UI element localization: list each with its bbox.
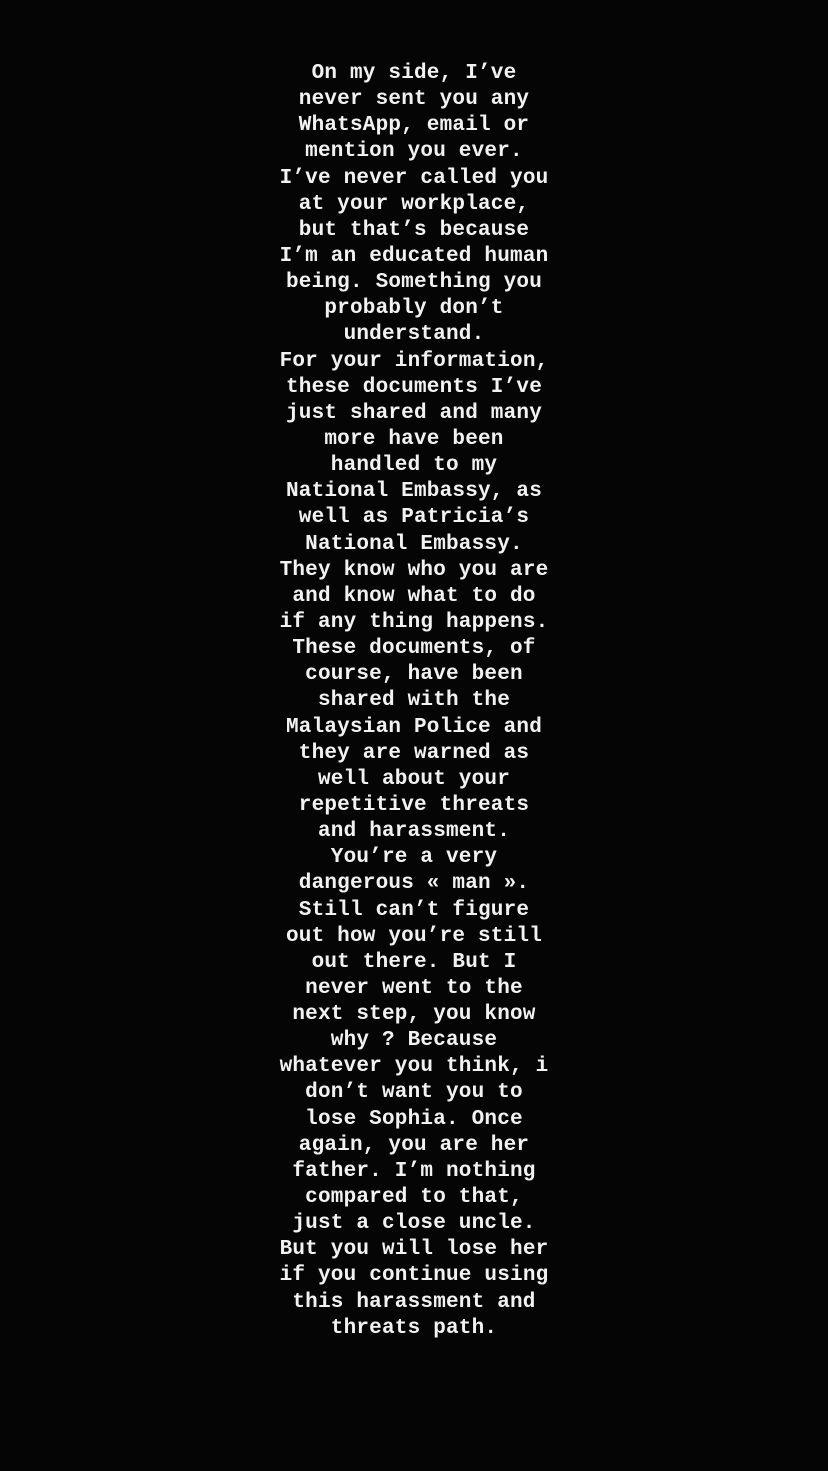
story-text-line: father. I’m nothing	[292, 1159, 536, 1183]
story-text-line: mention you ever.	[305, 140, 523, 164]
story-text-line: if any thing happens.	[279, 610, 549, 634]
story-text-line: Malaysian Police and	[285, 715, 543, 739]
story-text-line: But you will lose her	[279, 1238, 549, 1262]
story-text-block	[0, 61, 828, 1342]
story-text-line: this harassment and	[292, 1290, 536, 1314]
story-text-line: On my side, I’ve	[311, 62, 517, 85]
story-text-line: and harassment.	[317, 820, 511, 844]
story-text-line: repetitive threats	[298, 793, 530, 817]
story-text-line: understand.	[343, 323, 485, 347]
story-text-line: next step, you know	[292, 1003, 536, 1027]
story-text-line: compared to that,	[305, 1186, 523, 1210]
story-text-line: well as Patricia’s	[298, 506, 530, 530]
story-text-line: course, have been	[305, 663, 523, 687]
story-text-line: and know what to do	[292, 584, 536, 608]
story-text-line: You’re a very	[330, 846, 498, 870]
story-text-line: threats path.	[330, 1316, 498, 1340]
story-text-line: handled to my	[330, 454, 498, 478]
story-text-line: These documents, of	[292, 637, 536, 661]
story-text-line: never sent you any	[298, 88, 530, 112]
story-text-line: they are warned as	[298, 741, 530, 765]
story-text-line: don’t want you to	[305, 1081, 523, 1105]
story-text-line: National Embassy, as	[285, 480, 543, 504]
story-text-line: out there. But I	[311, 950, 517, 974]
story-text-line: these documents I’ve	[285, 375, 543, 399]
story-text-line: dangerous « man ».	[298, 872, 530, 896]
story-text-line: if you continue using	[279, 1264, 549, 1288]
story-text-line: National Embassy.	[305, 532, 523, 556]
story-text-line: I’ve never called you	[279, 166, 549, 190]
story-text-line: They know who you are	[279, 558, 549, 582]
story-text-line: again, you are her	[298, 1133, 530, 1157]
story-text-line: just a close uncle.	[292, 1212, 536, 1236]
story-text-line: I’m an educated human	[279, 244, 549, 268]
story-text-line: out how you’re still	[285, 924, 543, 948]
story-text-line: never went to the	[305, 976, 523, 1000]
story-text-line: well about your	[317, 767, 511, 791]
story-text-line: whatever you think, i	[279, 1055, 549, 1079]
story-text-line: Still can’t figure	[298, 898, 530, 922]
story-text-line: WhatsApp, email or	[298, 114, 530, 138]
story-text-line: why ? Because	[330, 1029, 498, 1053]
story-text-line: probably don’t	[324, 297, 504, 321]
story-text-line: For your information,	[279, 349, 549, 373]
story-text-line: just shared and many	[285, 401, 543, 425]
story-text-line: lose Sophia. Once	[305, 1107, 523, 1131]
story-text-line: but that’s because	[298, 218, 530, 242]
story-text-line: more have been	[324, 427, 504, 451]
story-text-line: shared with the	[317, 689, 511, 713]
story-text-line: at your workplace,	[298, 192, 530, 216]
story-text-line: being. Something you	[285, 271, 543, 295]
